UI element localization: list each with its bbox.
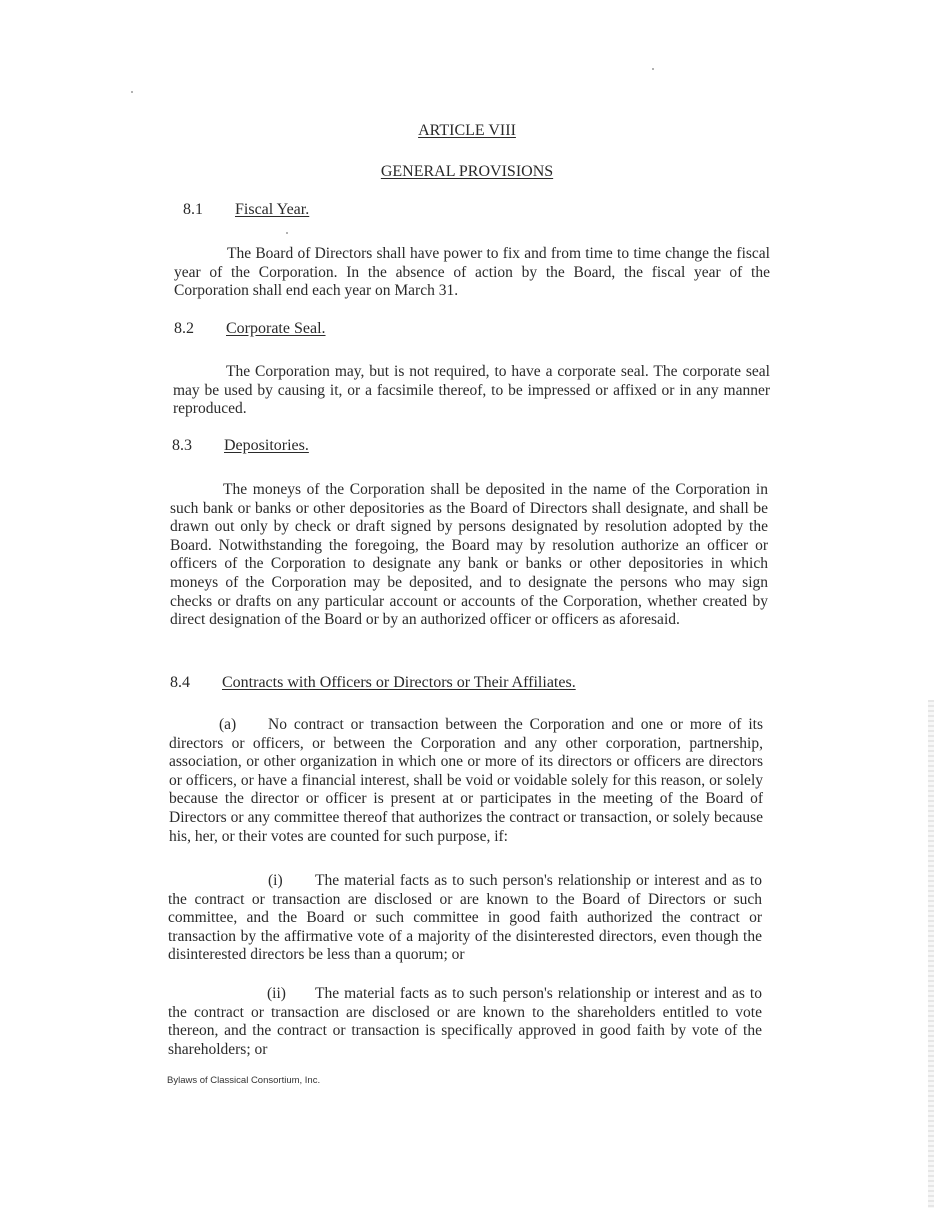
subsection-text: No contract or transaction between the Corporation and one or more of its directors or officers, or between the Corporation and any other corporation, partnership, association, or other organization in which one or more of its directors or officers are directors or officers, or have a financial interest, shall be void or voidable solely for this reason, or solely because the director or officer is present at or participates in the meeting of the Board of Directors or any committee thereof that authorizes the contract or transaction, or solely because his, her, or their votes are counted for such purpose, if:: [169, 716, 763, 845]
clause-text: The material facts as to such person's relationship or interest and as to the contract or transaction are disclosed or are known to the shareholders entitled to vote thereon, and the contract or transaction is specifically approved in good faith by vote of the shareholders; or: [168, 985, 762, 1058]
subsection-label: (a): [219, 716, 237, 733]
section-heading: [183, 201, 309, 219]
section-title: Fiscal Year.: [235, 201, 310, 218]
section-heading: [174, 320, 326, 338]
clause-i: [168, 872, 762, 965]
section-body: The Board of Directors shall have power to fix and from time to time change the fiscal year of the Corporation. In the absence of action by the Board, the fiscal year of the Corporation shall end each year on March 31.: [174, 245, 770, 300]
article-number: ARTICLE VIII: [418, 122, 516, 139]
article-title: GENERAL PROVISIONS: [380, 163, 554, 180]
clause-label: (ii): [267, 985, 286, 1002]
section-title: Contracts with Officers or Directors or Their Affiliates.: [222, 674, 576, 691]
scan-speck: [652, 68, 654, 70]
clause-ii: [168, 985, 762, 1059]
section-number: 8.1: [183, 201, 203, 218]
page-footer: Bylaws of Classical Consortium, Inc.: [167, 1075, 321, 1086]
scan-speck: [286, 232, 288, 234]
section-heading: [172, 437, 309, 455]
section-number: 8.2: [174, 320, 194, 337]
scan-speck: [131, 91, 133, 93]
scan-edge-shading: [928, 700, 934, 1208]
section-body: The Corporation may, but is not required, to have a corporate seal. The corporate seal may be used by causing it, or a facsimile thereof, to be impressed or affixed or in any manner reproduced.: [173, 363, 770, 418]
section-title: Depositories.: [224, 437, 309, 454]
clause-label: (i): [268, 872, 283, 889]
subsection-a: [169, 716, 763, 846]
section-number: 8.3: [172, 437, 192, 454]
section-number: 8.4: [170, 674, 190, 691]
section-heading: [170, 674, 576, 692]
section-body: The moneys of the Corporation shall be deposited in the name of the Corporation in such bank or banks or other depositories as the Board of Directors shall designate, and shall be drawn out only by check or draft signed by persons designated by resolution adopted by the Board. Notwithstanding the foregoing, the Board may by resolution authorize an officer or officers of the Corporation to designate any bank or banks or other depositories in which moneys of the Corporation may be deposited, and to designate the persons who may sign checks or drafts on any particular account or accounts of the Corporation, whether created by direct designation of the Board or by an authorized officer or officers as aforesaid.: [170, 481, 768, 629]
section-title: Corporate Seal.: [226, 320, 326, 337]
clause-text: The material facts as to such person's relationship or interest and as to the contract or transaction are disclosed or are known to the Board of Directors or such committee, and the Board or such committee in good faith authorized the contract or transaction by the affirmative vote of a majority of the disinterested directors, even though the disinterested directors be less than a quorum; or: [168, 872, 762, 964]
